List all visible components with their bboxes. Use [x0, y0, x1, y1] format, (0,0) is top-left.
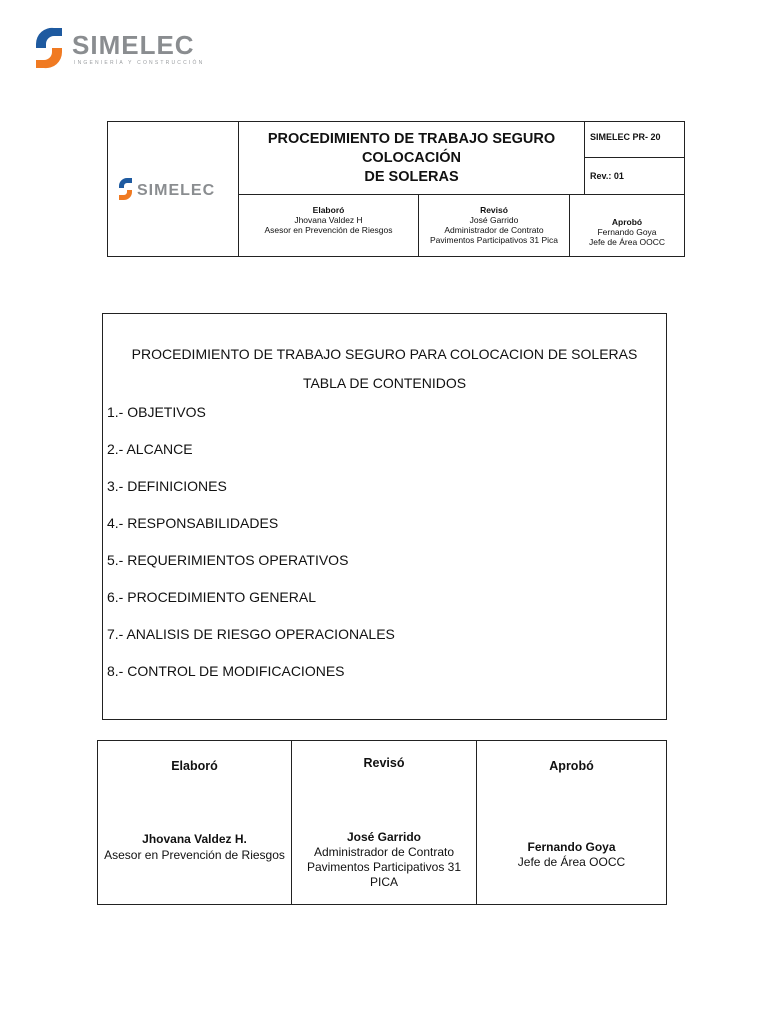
signature-cell-prepared [98, 741, 292, 904]
signature-role: Administrador de Contrato [313, 845, 455, 859]
toc-item: 6.- PROCEDIMIENTO GENERAL [107, 589, 317, 605]
document-title-line1: PROCEDIMIENTO DE TRABAJO SEGURO COLOCACIÓN [267, 130, 556, 166]
signature-name: Jhovana Valdez H. [142, 832, 247, 846]
signature-cell-reviewed [292, 741, 477, 904]
header-signature-name: Jhovana Valdez H [294, 215, 363, 225]
header-logo-cell [108, 122, 239, 256]
toc-subtitle: TABLA DE CONTENIDOS [302, 375, 467, 391]
header-signature-approved [570, 195, 684, 256]
header-signature-prepared [239, 195, 419, 256]
approval-signature-table [97, 740, 667, 905]
toc-item: 7.- ANALISIS DE RIESGO OPERACIONALES [107, 626, 395, 642]
header-signature-reviewed [419, 195, 570, 256]
document-title [239, 122, 585, 195]
signature-role2: Pavimentos Participativos 31 PICA [306, 860, 462, 889]
logo-wordmark: SIMELEC [72, 30, 195, 60]
document-header-table [107, 121, 685, 257]
header-signature-label: Aprobó [611, 217, 643, 227]
header-signature-label: Elaboró [312, 205, 345, 215]
header-signature-name: Fernando Goya [597, 227, 657, 237]
signature-cell-approved [477, 741, 666, 904]
signature-name: Fernando Goya [527, 840, 616, 854]
header-logo-wordmark: SIMELEC [137, 182, 216, 199]
document-title-line2: DE SOLERAS [364, 168, 459, 185]
logo-tagline: INGENIERÍA Y CONSTRUCCIÓN [74, 60, 205, 66]
header-signature-role: Asesor en Prevención de Riesgos [264, 225, 393, 235]
header-signature-role2: Pavimentos Participativos 31 Pica [429, 235, 559, 245]
signature-label: Aprobó [549, 759, 594, 773]
company-logo [32, 24, 232, 72]
signature-label: Revisó [363, 756, 405, 770]
table-of-contents [102, 313, 667, 720]
toc-item: 5.- REQUERIMIENTOS OPERATIVOS [107, 552, 349, 568]
simelec-logo-icon [32, 24, 232, 72]
signature-name: José Garrido [346, 830, 422, 844]
toc-item: 2.- ALCANCE [107, 441, 193, 457]
toc-item: 4.- RESPONSABILIDADES [107, 515, 279, 531]
signature-role: Jefe de Área OOCC [517, 855, 626, 869]
header-signature-role: Jefe de Área OOCC [588, 237, 666, 247]
document-code: SIMELEC PR- 20 [585, 122, 684, 158]
header-signature-role: Administrador de Contrato [444, 225, 544, 235]
signature-role: Asesor en Prevención de Riesgos [104, 848, 285, 862]
header-signature-name: José Garrido [469, 215, 519, 225]
document-revision: Rev.: 01 [585, 158, 684, 195]
toc-item: 1.- OBJETIVOS [107, 404, 206, 420]
toc-item: 3.- DEFINICIONES [107, 478, 227, 494]
header-signature-label: Revisó [480, 205, 508, 215]
signature-label: Elaboró [171, 759, 218, 773]
toc-item: 8.- CONTROL DE MODIFICACIONES [107, 663, 345, 679]
toc-title: PROCEDIMIENTO DE TRABAJO SEGURO PARA COLOCACION DE SOLERAS [131, 346, 638, 362]
simelec-logo-icon [117, 176, 229, 202]
